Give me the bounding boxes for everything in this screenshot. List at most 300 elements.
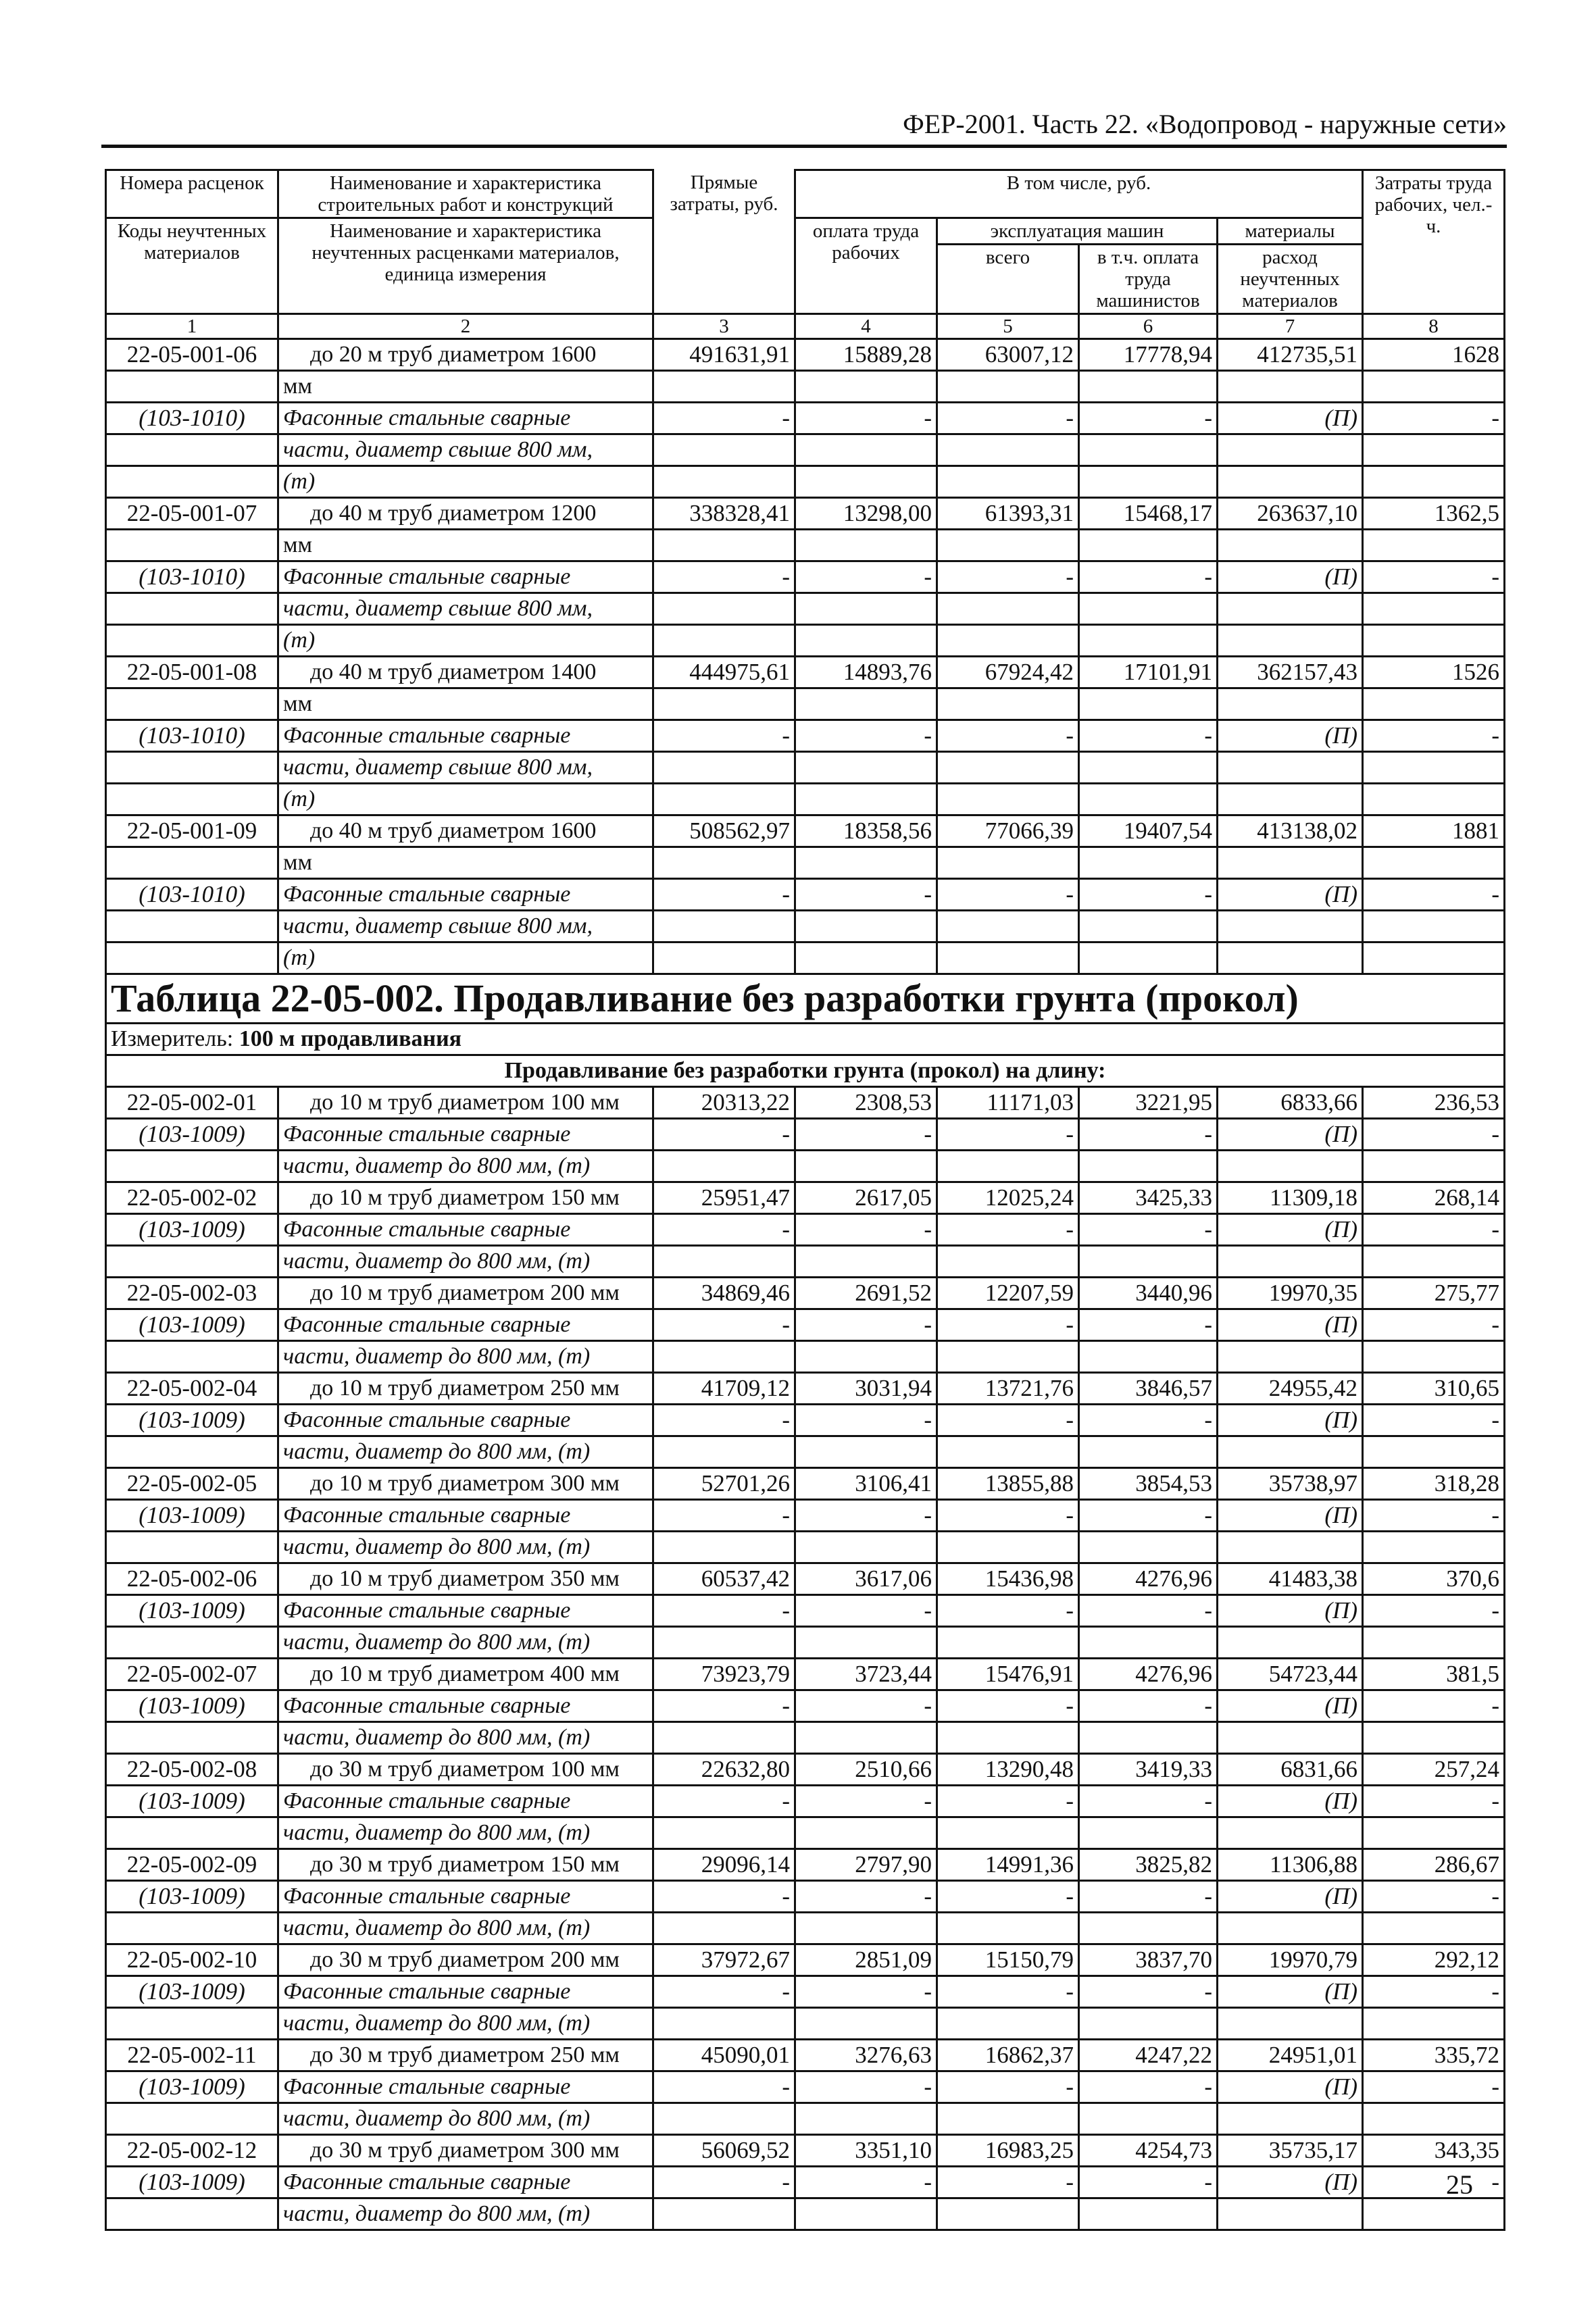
table-row-continuation [106,688,1505,720]
value-dash: - [937,720,1079,752]
header-rule [101,145,1507,148]
value-dash: - [1363,1405,1505,1436]
rate-code: 22-05-002-05 [106,1468,278,1500]
value-empty [1363,2198,1505,2230]
value-labor: 2308,53 [795,1087,937,1119]
work-name: до 10 м труб диаметром 350 мм [278,1563,653,1595]
value-mach_pay: 3846,57 [1079,1373,1218,1405]
value-dash: - [1079,1405,1218,1436]
value-empty [1218,2008,1363,2040]
value-mach_pay: 4276,96 [1079,1563,1218,1595]
value-empty [1218,847,1363,879]
header-materials: материалы [1218,218,1363,245]
value-empty [795,911,937,942]
header-row-2 [106,218,1505,245]
value-mach: 16983,25 [937,2135,1079,2167]
material-name-cont: части, диаметр до 800 мм, (т) [278,2103,653,2135]
value-dash: - [1079,879,1218,911]
value-unit-p: (П) [1218,1690,1363,1722]
value-empty [1218,1341,1363,1373]
value-mach: 63007,12 [937,339,1079,371]
value-empty [1079,1722,1218,1754]
value-mat: 19970,79 [1218,1944,1363,1976]
value-empty [1218,1532,1363,1563]
rate-code: 22-05-002-03 [106,1278,278,1309]
material-row [106,720,1505,752]
rate-code: 22-05-002-06 [106,1563,278,1595]
value-empty [1079,1341,1218,1373]
value-empty [653,1627,795,1659]
value-empty [653,593,795,625]
header-labor-costs: Затраты труда рабочих, чел.-ч. [1363,170,1505,314]
value-empty [653,1913,795,1944]
material-code: (103-1009) [106,1214,278,1246]
meter-row [106,1024,1505,1055]
material-name: Фасонные стальные сварные [278,2167,653,2198]
material-row [106,561,1505,593]
value-dash: - [1079,1786,1218,1817]
value-empty [1363,847,1505,879]
value-empty [1079,1246,1218,1278]
value-dash: - [795,561,937,593]
value-mach: 15150,79 [937,1944,1079,1976]
material-row [106,1976,1505,2008]
value-labor: 3351,10 [795,2135,937,2167]
value-mat: 263637,10 [1218,498,1363,530]
value-unit-p: (П) [1218,1595,1363,1627]
value-empty [937,1913,1079,1944]
material-name: Фасонные стальные сварные [278,1690,653,1722]
value-unit-p: (П) [1218,1405,1363,1436]
value-empty [937,1532,1079,1563]
rate-code: 22-05-002-02 [106,1182,278,1214]
value-dash: - [795,1500,937,1532]
value-direct: 45090,01 [653,2040,795,2071]
material-code-cont [106,466,278,498]
table-row-continuation [106,530,1505,561]
column-number: 3 [653,314,795,339]
value-empty [1079,593,1218,625]
value-empty [795,752,937,784]
value-mach: 15436,98 [937,1563,1079,1595]
value-empty [1079,625,1218,657]
value-dash: - [1363,403,1505,434]
material-row [106,1119,1505,1151]
value-dash: - [1079,1119,1218,1151]
value-mach: 77066,39 [937,815,1079,847]
value-empty [1079,1532,1218,1563]
value-empty [1363,688,1505,720]
value-direct: 25951,47 [653,1182,795,1214]
material-name: Фасонные стальные сварные [278,1786,653,1817]
value-labor: 18358,56 [795,815,937,847]
column-number: 4 [795,314,937,339]
work-name: до 30 м труб диаметром 200 мм [278,1944,653,1976]
value-empty [1218,752,1363,784]
value-dash: - [1363,720,1505,752]
value-dash: - [1363,2071,1505,2103]
material-code: (103-1009) [106,1405,278,1436]
value-empty [1218,2103,1363,2135]
value-mach_pay: 17778,94 [1079,339,1218,371]
value-empty [653,530,795,561]
material-name: Фасонные стальные сварные [278,1595,653,1627]
value-mach_pay: 4254,73 [1079,2135,1218,2167]
material-code-cont [106,911,278,942]
value-empty [1218,688,1363,720]
material-code-cont [106,1436,278,1468]
value-unit-p: (П) [1218,2167,1363,2198]
value-mach_pay: 3419,33 [1079,1754,1218,1786]
material-row-continuation [106,1817,1505,1849]
value-empty [1218,784,1363,815]
value-empty [1363,1627,1505,1659]
header-row-1 [106,170,1505,218]
value-empty [1363,1246,1505,1278]
value-labor: 3031,94 [795,1373,937,1405]
value-dash: - [795,1976,937,2008]
meter-label: Измеритель: [111,1026,234,1051]
value-dash: - [653,1500,795,1532]
value-empty [937,1341,1079,1373]
value-direct: 29096,14 [653,1849,795,1881]
material-row-continuation [106,1722,1505,1754]
value-direct: 56069,52 [653,2135,795,2167]
value-hours: 268,14 [1363,1182,1505,1214]
value-empty [937,2198,1079,2230]
material-name: Фасонные стальные сварные [278,1976,653,2008]
value-dash: - [1363,1500,1505,1532]
material-name-cont: части, диаметр до 800 мм, (т) [278,1246,653,1278]
value-empty [795,1436,937,1468]
material-row-continuation [106,1436,1505,1468]
material-code-cont [106,434,278,466]
section-heading: Продавливание без разработки грунта (прокол) на длину: [106,1055,1505,1087]
value-dash: - [937,1119,1079,1151]
value-mach_pay: 3221,95 [1079,1087,1218,1119]
material-name: Фасонные стальные сварные [278,2071,653,2103]
value-empty [937,466,1079,498]
value-direct: 444975,61 [653,657,795,688]
value-empty [795,1341,937,1373]
value-empty [1079,1817,1218,1849]
value-dash: - [653,1309,795,1341]
value-empty [1363,2008,1505,2040]
value-dash: - [653,1119,795,1151]
value-empty [795,847,937,879]
value-dash: - [795,1595,937,1627]
value-direct: 41709,12 [653,1373,795,1405]
value-dash: - [795,403,937,434]
material-row-continuation [106,1341,1505,1373]
value-empty [1079,2198,1218,2230]
value-dash: - [1363,1786,1505,1817]
value-dash: - [937,1309,1079,1341]
value-hours: 236,53 [1363,1087,1505,1119]
value-dash: - [653,1214,795,1246]
value-mach_pay: 15468,17 [1079,498,1218,530]
value-mach: 61393,31 [937,498,1079,530]
value-dash: - [1079,1690,1218,1722]
column-number: 1 [106,314,278,339]
material-name-cont: части, диаметр свыше 800 мм, [278,752,653,784]
value-hours: 343,35 [1363,2135,1505,2167]
material-name-cont: части, диаметр до 800 мм, (т) [278,2008,653,2040]
value-unit-p: (П) [1218,1214,1363,1246]
value-dash: - [937,2167,1079,2198]
value-empty [795,530,937,561]
value-empty [1218,466,1363,498]
material-code: (103-1009) [106,1881,278,1913]
header-code-top: Номера расценок [106,170,278,218]
material-row-continuation [106,1151,1505,1182]
value-dash: - [937,561,1079,593]
value-direct: 508562,97 [653,815,795,847]
work-name: до 10 м труб диаметром 100 мм [278,1087,653,1119]
work-name: до 30 м труб диаметром 150 мм [278,1849,653,1881]
value-empty [653,1436,795,1468]
value-mat: 6831,66 [1218,1754,1363,1786]
value-dash: - [937,1976,1079,2008]
value-dash: - [795,2167,937,2198]
value-direct: 491631,91 [653,339,795,371]
value-empty [795,1627,937,1659]
material-name-cont: части, диаметр до 800 мм, (т) [278,1341,653,1373]
value-mat: 412735,51 [1218,339,1363,371]
material-row-continuation [106,625,1505,657]
material-code-cont [106,1627,278,1659]
value-empty [1218,371,1363,403]
rate-code: 22-05-002-12 [106,2135,278,2167]
value-dash: - [1363,561,1505,593]
value-empty [653,1151,795,1182]
value-empty [653,752,795,784]
value-empty [937,1151,1079,1182]
work-name-cont: мм [278,688,653,720]
value-empty [1363,466,1505,498]
material-row [106,1214,1505,1246]
value-mach: 13855,88 [937,1468,1079,1500]
value-dash: - [1363,2167,1505,2198]
meter-space [233,1026,239,1051]
header-including: В том числе, руб. [795,170,1363,218]
value-mach: 13290,48 [937,1754,1079,1786]
table-row [106,2040,1505,2071]
column-number: 6 [1079,314,1218,339]
value-labor: 13298,00 [795,498,937,530]
material-name: Фасонные стальные сварные [278,561,653,593]
rate-code-cont [106,847,278,879]
value-labor: 15889,28 [795,339,937,371]
material-name: Фасонные стальные сварные [278,403,653,434]
value-dash: - [1079,720,1218,752]
value-empty [1079,466,1218,498]
rate-code: 22-05-002-09 [106,1849,278,1881]
value-empty [1218,1913,1363,1944]
value-direct: 34869,46 [653,1278,795,1309]
value-unit-p: (П) [1218,1309,1363,1341]
value-empty [1079,1436,1218,1468]
material-row-continuation [106,942,1505,974]
material-row-continuation [106,2198,1505,2230]
value-empty [1079,2008,1218,2040]
material-code-cont [106,2008,278,2040]
value-unit-p: (П) [1218,1500,1363,1532]
material-row [106,1500,1505,1532]
value-dash: - [1363,1119,1505,1151]
value-labor: 2691,52 [795,1278,937,1309]
work-name: до 40 м труб диаметром 1200 [278,498,653,530]
material-code: (103-1009) [106,1309,278,1341]
value-dash: - [1079,2071,1218,2103]
value-dash: - [1079,1500,1218,1532]
value-empty [1079,1151,1218,1182]
value-dash: - [795,879,937,911]
value-mat: 413138,02 [1218,815,1363,847]
value-mat: 6833,66 [1218,1087,1363,1119]
material-code-cont [106,1246,278,1278]
value-mat: 11309,18 [1218,1182,1363,1214]
material-row-continuation [106,1913,1505,1944]
value-empty [1079,2103,1218,2135]
header-code-bottom: Коды неучтенных материалов [106,218,278,314]
value-empty [1218,1246,1363,1278]
value-mat: 35735,17 [1218,2135,1363,2167]
table-row [106,1278,1505,1309]
value-hours: 257,24 [1363,1754,1505,1786]
value-empty [653,2103,795,2135]
value-empty [653,1722,795,1754]
material-code-cont [106,942,278,974]
value-unit-p: (П) [1218,1976,1363,2008]
value-dash: - [937,1786,1079,1817]
value-empty [653,625,795,657]
value-empty [937,371,1079,403]
value-empty [795,2008,937,2040]
value-mach_pay: 3440,96 [1079,1278,1218,1309]
value-empty [937,593,1079,625]
value-empty [795,593,937,625]
value-mach_pay: 4276,96 [1079,1659,1218,1690]
table-row [106,2135,1505,2167]
value-mat: 35738,97 [1218,1468,1363,1500]
table-row [106,498,1505,530]
work-name-cont: мм [278,371,653,403]
value-direct: 60537,42 [653,1563,795,1595]
value-empty [653,911,795,942]
value-hours: 1881 [1363,815,1505,847]
value-mat: 24955,42 [1218,1373,1363,1405]
rate-code: 22-05-002-07 [106,1659,278,1690]
value-mach_pay: 3825,82 [1079,1849,1218,1881]
material-code: (103-1010) [106,561,278,593]
value-empty [1363,942,1505,974]
rate-code: 22-05-002-04 [106,1373,278,1405]
work-name: до 10 м труб диаметром 250 мм [278,1373,653,1405]
work-name: до 10 м труб диаметром 400 мм [278,1659,653,1690]
value-empty [937,942,1079,974]
material-row-continuation [106,752,1505,784]
work-name-cont: мм [278,530,653,561]
value-empty [1079,752,1218,784]
value-dash: - [1079,1976,1218,2008]
material-row-continuation [106,2103,1505,2135]
value-empty [1218,1722,1363,1754]
material-row [106,1690,1505,1722]
material-name: Фасонные стальные сварные [278,1405,653,1436]
rate-code: 22-05-002-08 [106,1754,278,1786]
value-empty [1218,911,1363,942]
value-empty [937,1246,1079,1278]
value-labor: 3276,63 [795,2040,937,2071]
value-empty [795,784,937,815]
table-row [106,1468,1505,1500]
material-row [106,879,1505,911]
meter-value: 100 м продавливания [239,1026,462,1051]
value-empty [795,1722,937,1754]
value-empty [1363,2103,1505,2135]
value-mat: 362157,43 [1218,657,1363,688]
table-title: Таблица 22-05-002. Продавливание без разработки грунта (прокол) [106,974,1505,1024]
value-mach_pay: 3837,70 [1079,1944,1218,1976]
material-code-cont [106,625,278,657]
work-name: до 30 м труб диаметром 100 мм [278,1754,653,1786]
value-empty [1363,1722,1505,1754]
value-dash: - [937,1881,1079,1913]
material-code: (103-1010) [106,403,278,434]
value-empty [653,2198,795,2230]
value-direct: 52701,26 [653,1468,795,1500]
value-unit-p: (П) [1218,561,1363,593]
value-mat: 11306,88 [1218,1849,1363,1881]
value-empty [1218,1627,1363,1659]
value-dash: - [653,1595,795,1627]
value-dash: - [653,879,795,911]
material-row-continuation [106,1532,1505,1563]
material-name-cont: части, диаметр до 800 мм, (т) [278,1627,653,1659]
value-empty [1363,784,1505,815]
value-dash: - [1363,1309,1505,1341]
value-empty [1363,530,1505,561]
value-dash: - [795,1786,937,1817]
running-header: ФЕР-2001. Часть 22. «Водопровод - наружные сети» [903,109,1507,139]
value-unit-p: (П) [1218,1881,1363,1913]
value-dash: - [1079,1881,1218,1913]
material-row [106,2167,1505,2198]
header-name-bottom: Наименование и характеристика неучтенных расценками материалов, единица измерения [278,218,653,314]
value-direct: 338328,41 [653,498,795,530]
rate-code-cont [106,530,278,561]
material-code: (103-1009) [106,2167,278,2198]
rate-code: 22-05-001-09 [106,815,278,847]
value-dash: - [653,1976,795,2008]
table-row [106,657,1505,688]
value-empty [937,625,1079,657]
value-mach_pay: 3425,33 [1079,1182,1218,1214]
value-empty [1079,911,1218,942]
value-labor: 2617,05 [795,1182,937,1214]
material-name: Фасонные стальные сварные [278,879,653,911]
value-dash: - [1079,403,1218,434]
value-dash: - [1363,1214,1505,1246]
value-dash: - [937,1595,1079,1627]
value-empty [795,371,937,403]
table-row [106,1563,1505,1595]
work-name: до 10 м труб диаметром 300 мм [278,1468,653,1500]
value-empty [937,1436,1079,1468]
value-dash: - [653,561,795,593]
value-empty [653,466,795,498]
